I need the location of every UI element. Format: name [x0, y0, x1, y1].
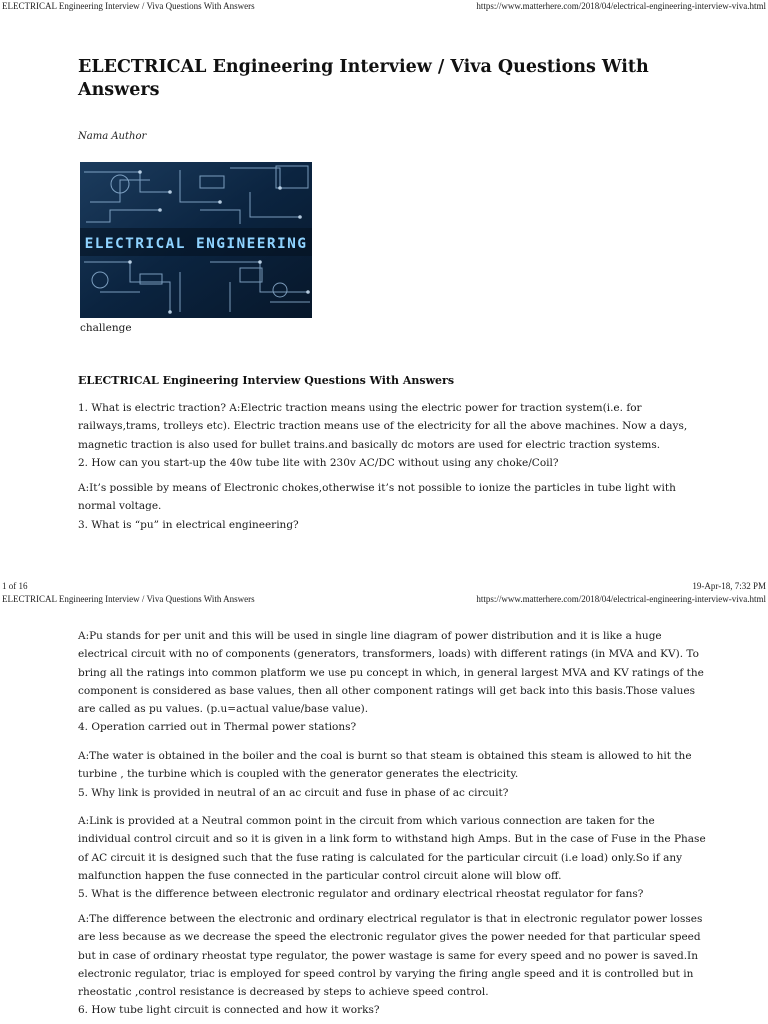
- author-line: [78, 124, 706, 143]
- paragraph: 2. How can you start-up the 40w tube lite with 230v AC/DC without using any choke/Coil?: [78, 456, 559, 469]
- qa-block-2: [78, 479, 706, 534]
- qa-block-3: [78, 627, 706, 737]
- page-counter: 1 of 16: [2, 581, 28, 591]
- paragraph: 6. How tube light circuit is connected and how it works?: [78, 1004, 380, 1017]
- paragraph: 1. What is electric traction? A:Electric traction means using the electric power for traction system(i.e. for railways,trams, trolleys etc). Electric traction means use of the electricity for all the above machines. Now a days, magnetic traction is also used for bullet trains.and basically dc motors are used for electric traction systems.: [78, 402, 688, 451]
- paragraph: A:Link is provided at a Neutral common point in the circuit from which various connection are taken for the individual control circuit and so it is given in a link form to withstand high Amps. But in the case of Fuse in the Phase of AC circuit it is designed such that the fuse rating is calculated for the particular circuit (i.e load) only.So if any malfunction happen the fuse connected in the particular control circuit alone will blow off.: [78, 815, 706, 882]
- header-url[interactable]: https://www.matterhere.com/2018/04/electrical-engineering-interview-viva.html: [476, 594, 766, 604]
- author-name: Nama Author: [78, 131, 147, 142]
- paragraph: 5. What is the difference between electronic regulator and ordinary electrical rheostat regulator for fans?: [78, 888, 644, 901]
- page-title: ELECTRICAL Engineering Interview / Viva Questions With Answers: [78, 57, 649, 100]
- header-title: ELECTRICAL Engineering Interview / Viva Questions With Answers: [2, 1, 255, 11]
- section-heading-block: [78, 369, 706, 388]
- article-title-block: [78, 56, 706, 102]
- page-footer: [0, 581, 768, 593]
- qa-block-5: [78, 812, 706, 903]
- paragraph: A:It’s possible by means of Electronic chokes,otherwise it’s not possible to ionize the particles in tube light with normal voltage.: [78, 482, 676, 513]
- section-title: ELECTRICAL Engineering Interview Questions With Answers: [78, 374, 455, 387]
- paragraph: 4. Operation carried out in Thermal power stations?: [78, 721, 357, 734]
- image-caption: challenge: [80, 322, 132, 334]
- paragraph: A:Pu stands for per unit and this will be used in single line diagram of power distribution and it is like a huge electrical circuit with no of components (generators, transformers, loads) with different ratings (in MVA and KV). To bring all the ratings into common platform we use pu concept in which, in general largest MVA and KV ratings of the component is considered as base values, then all other component ratings will get back into this basis.Those values are called as pu values. (p.u=actual value/base value).: [78, 630, 704, 716]
- page-header: [0, 0, 768, 14]
- paragraph: A:The difference between the electronic and ordinary electrical regulator is that in electronic regulator power losses are less because as we decrease the speed the electronic regulator gives the power needed for that particular speed but in case of ordinary rheostat type regulator, the power wastage is same for every speed and no power is saved.In electronic regulator, triac is employed for speed control by varying the firing angle speed and it is controlled but in rheostatic ,control resistance is decreased by steps to achieve speed control.: [78, 913, 703, 999]
- header-url[interactable]: https://www.matterhere.com/2018/04/electrical-engineering-interview-viva.html: [476, 1, 766, 11]
- qa-block-1: [78, 399, 706, 472]
- paragraph: 5. Why link is provided in neutral of an ac circuit and fuse in phase of ac circuit?: [78, 786, 509, 799]
- qa-block-6: [78, 910, 706, 1020]
- print-timestamp: 19-Apr-18, 7:32 PM: [692, 581, 766, 591]
- circuit-board-illustration: [80, 162, 312, 318]
- qa-block-4: [78, 747, 706, 802]
- paragraph: A:The water is obtained in the boiler and the coal is burnt so that steam is obtained this steam is allowed to hit the turbine , the turbine which is coupled with the generator generates the electricity.: [78, 750, 692, 781]
- hero-image: [80, 162, 312, 318]
- header-title: ELECTRICAL Engineering Interview / Viva Questions With Answers: [2, 594, 255, 604]
- paragraph: 3. What is “pu” in electrical engineering?: [78, 518, 299, 531]
- page-header: [0, 593, 768, 607]
- hero-image-text: ELECTRICAL ENGINEERING: [84, 236, 308, 252]
